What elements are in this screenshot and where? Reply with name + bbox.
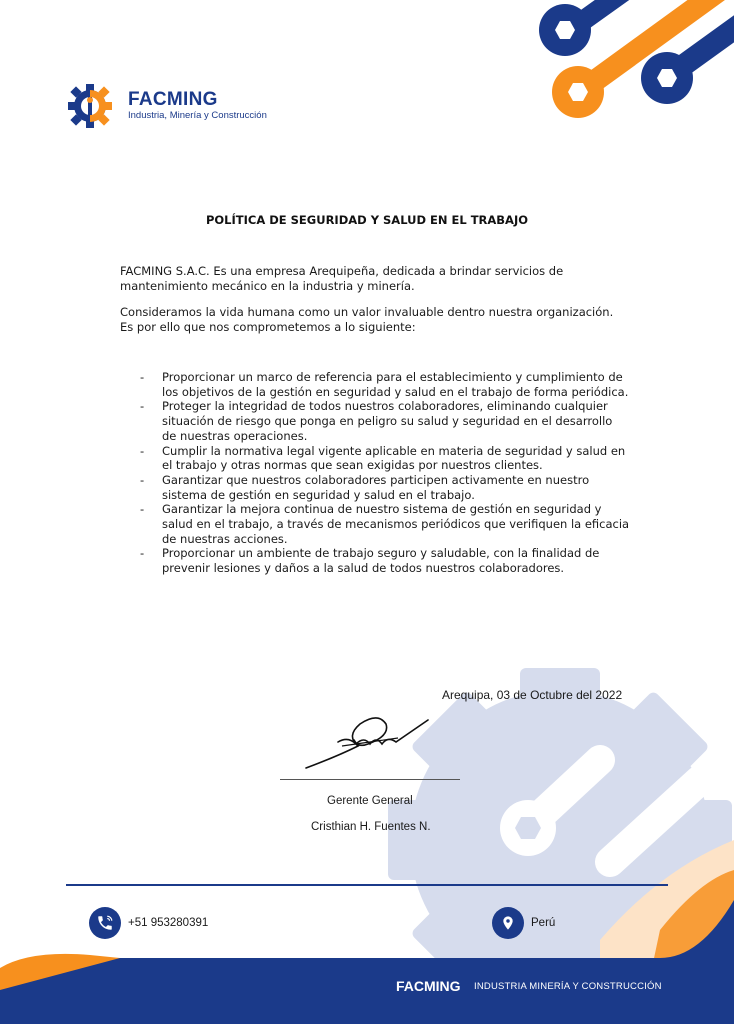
commitment-paragraph: Consideramos la vida humana como un valor invaluable dentro nuestra organización. Es por ello que nos comprometemos a lo siguiente: xyxy=(120,305,614,334)
logo-name: FACMING xyxy=(128,89,218,110)
list-item xyxy=(140,473,630,502)
list-bullet: - xyxy=(140,546,145,561)
location-text: Perú xyxy=(531,917,556,929)
list-item xyxy=(140,370,630,399)
phone-icon xyxy=(89,907,121,939)
list-item-text: Garantizar la mejora continua de nuestro sistema de gestión en seguridad y salud en el trabajo, a través de mecanismos periódicos que verifiquen la eficacia de nuestras acciones. xyxy=(162,502,630,546)
footer-tagline: INDUSTRIA MINERÍA Y CONSTRUCCIÓN xyxy=(474,981,662,992)
wrench-graphic xyxy=(539,0,734,118)
signer-name: Cristhian H. Fuentes N. xyxy=(311,821,431,833)
document-date: Arequipa, 03 de Octubre del 2022 xyxy=(442,688,623,702)
list-item xyxy=(140,444,630,473)
list-bullet: - xyxy=(140,399,145,414)
logo-tagline: Industria, Minería y Construcción xyxy=(128,110,267,121)
signer-role: Gerente General xyxy=(327,795,413,807)
list-item-text: Proporcionar un marco de referencia para el establecimiento y cumplimiento de los objetivos de la gestión en seguridad y salud en el trabajo de forma periódica. xyxy=(162,370,629,399)
list-bullet: - xyxy=(140,472,145,487)
list-item xyxy=(140,399,630,443)
map-pin-icon xyxy=(492,907,524,939)
signature-image xyxy=(298,706,438,776)
list-bullet: - xyxy=(140,502,145,517)
commitment-list xyxy=(140,370,630,576)
phone-contact xyxy=(89,907,208,939)
list-item-text: Cumplir la normativa legal vigente aplicable en materia de seguridad y salud en el trabajo y otras normas que sean exigidas por nuestros clientes. xyxy=(162,443,626,473)
list-bullet: - xyxy=(140,370,145,384)
document-title: POLÍTICA DE SEGURIDAD Y SALUD EN EL TRABAJO xyxy=(205,213,529,227)
list-item-text: Proteger la integridad de todos nuestros colaboradores, eliminando cualquier situación de riesgo que ponga en peligro su salud y seguridad en el desarrollo de nuestras operaciones. xyxy=(162,399,613,443)
list-bullet: - xyxy=(140,443,145,458)
list-item-text: Proporcionar un ambiente de trabajo seguro y saludable, con la finalidad de prevenir lesiones y daños a la salud de todos nuestros colaboradores. xyxy=(162,546,600,576)
footer-company-name: FACMING xyxy=(396,978,461,994)
list-item xyxy=(140,546,630,575)
list-item-text: Garantizar que nuestros colaboradores participen activamente en nuestro sistema de gestión en seguridad y salud en el trabajo. xyxy=(162,472,590,502)
location-contact xyxy=(492,907,555,939)
intro-paragraph: FACMING S.A.C. Es una empresa Arequipeña, dedicada a brindar servicios de mantenimiento mecánico en la industria y minería. xyxy=(120,264,564,293)
signature-line xyxy=(280,779,460,780)
gear-logo-icon xyxy=(64,80,122,132)
footer-divider xyxy=(66,884,668,886)
list-item xyxy=(140,502,630,546)
phone-number: +51 953280391 xyxy=(128,917,209,929)
company-logo xyxy=(64,80,267,132)
